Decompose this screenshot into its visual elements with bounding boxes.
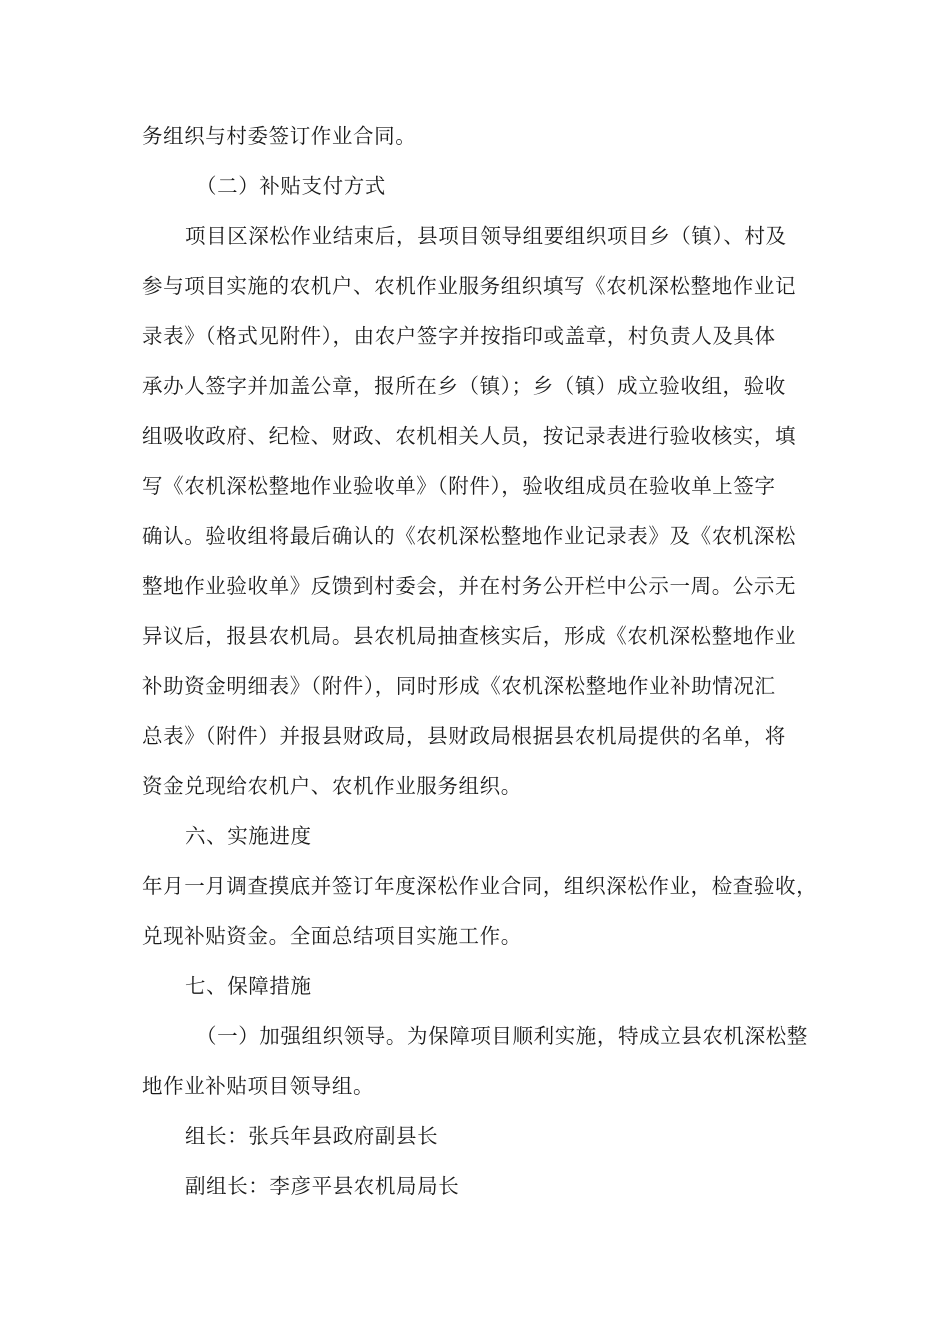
paragraph-line: 兑现补贴资金。全面总结项目实施工作。 [142, 924, 522, 948]
paragraph-line: 承办人签字并加盖公章，报所在乡（镇）；乡（镇）成立验收组，验收 [142, 374, 786, 398]
section-heading: 六、实施进度 [185, 824, 312, 848]
paragraph-line: 整地作业验收单》反馈到村委会，并在村务公开栏中公示一周。公示无 [142, 574, 797, 598]
paragraph-line: 年月一月调查摸底并签订年度深松作业合同，组织深松作业，检查验收， [142, 874, 818, 898]
paragraph-line: 异议后，报县农机局。县农机局抽查核实后，形成《农机深松整地作业 [142, 624, 797, 648]
paragraph-line: 组吸收政府、纪检、财政、农机相关人员，按记录表进行验收核实，填 [142, 424, 797, 448]
deputy-leader-line: 副组长：李彦平县农机局局长 [185, 1174, 460, 1198]
paragraph-line: 地作业补贴项目领导组。 [142, 1074, 375, 1098]
paragraph-line: 项目区深松作业结束后，县项目领导组要组织项目乡（镇）、村及 [185, 224, 787, 248]
paragraph-line: 总表》（附件）并报县财政局，县财政局根据县农机局提供的名单，将 [142, 724, 786, 748]
paragraph-line: 参与项目实施的农机户、农机作业服务组织填写《农机深松整地作业记 [142, 274, 797, 298]
section-heading: 七、保障措施 [185, 974, 312, 998]
paragraph-line: 录表》（格式见附件），由农户签字并按指印或盖章，村负责人及具体 [142, 324, 776, 348]
paragraph-line: （一）加强组织领导。为保障项目顺利实施，特成立县农机深松整 [196, 1024, 808, 1048]
paragraph-line: 写《农机深松整地作业验收单》（附件），验收组成员在验收单上签字 [142, 474, 776, 498]
team-leader-line: 组长：张兵年县政府副县长 [185, 1124, 439, 1148]
paragraph-line: 确认。验收组将最后确认的《农机深松整地作业记录表》及《农机深松 [142, 524, 797, 548]
paragraph-line: 资金兑现给农机户、农机作业服务组织。 [142, 774, 522, 798]
paragraph-line: 务组织与村委签订作业合同。 [142, 124, 417, 148]
section-heading: （二）补贴支付方式 [196, 174, 386, 198]
paragraph-line: 补助资金明细表》（附件），同时形成《农机深松整地作业补助情况汇 [142, 674, 776, 698]
